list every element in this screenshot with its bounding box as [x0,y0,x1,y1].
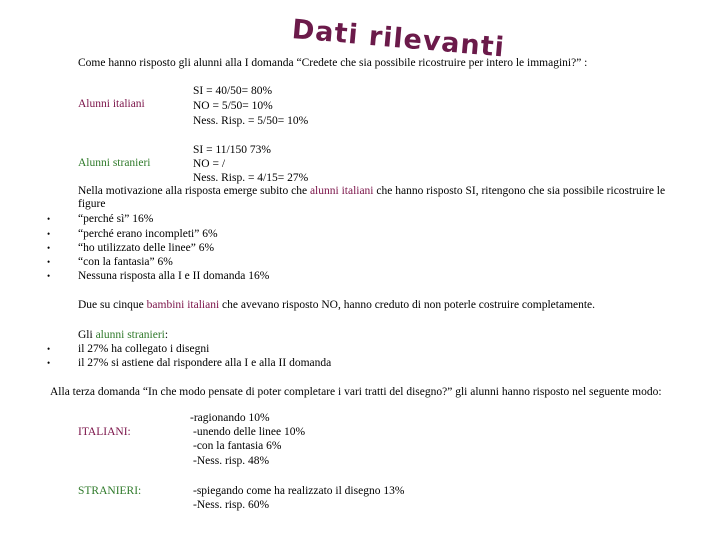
reason-item: Nessuna risposta alla I e II domanda 16% [78,270,270,282]
motivazione-highlight: alunni italiani [309,185,374,197]
reason-item: “perché erano incompleti” 6% [78,228,218,240]
reason-item: “ho utilizzato delle linee” 6% [78,242,215,254]
q3-stranieri-answer: -Ness. risp. 60% [193,499,270,511]
gli-stranieri-pre: Gli [78,329,96,341]
italiani-label: Alunni italiani [78,98,145,110]
bullet: • [47,344,51,354]
gli-stranieri-post: : [164,329,169,341]
bullet: • [47,271,51,281]
due-su-cinque-post: che avevano risposto NO, hanno creduto di non poterle costruire completamente. [219,299,596,311]
q3-italiani-label: ITALIANI: [78,426,131,438]
question-1: Come hanno risposto gli alunni alla I domanda “Credete che sia possibile ricostruire per intero le immagini?” : [78,57,588,69]
gli-stranieri-highlight: alunni stranieri [95,329,165,341]
motivazione-paragraph [78,185,678,211]
q3-stranieri-answer: -spiegando come ha realizzato il disegno 13% [193,485,405,497]
stranieri-ness: Ness. Risp. = 4/15= 27% [193,172,309,184]
q3-stranieri-label: STRANIERI: [78,485,142,497]
gli-stranieri-line [78,328,168,342]
reason-item: “perché sì” 16% [78,213,154,225]
due-su-cinque-pre: Due su cinque [78,299,147,311]
bullet: • [47,229,51,239]
motivazione-pre: Nella motivazione alla risposta emerge subito che [78,185,310,197]
italiani-ness: Ness. Risp. = 5/50= 10% [193,115,309,127]
page-title: Dati rilevanti [290,14,507,64]
stranieri-point: il 27% si astiene dal rispondere alla I e alla II domanda [78,357,332,369]
stranieri-si: SI = 11/150 73% [193,144,271,156]
stranieri-label: Alunni stranieri [78,157,151,169]
due-su-cinque-highlight: bambini italiani [146,299,220,311]
motivazione-post: che hanno risposto SI, ritengono che sia possibile ricostruire le figure [78,185,666,210]
due-su-cinque-line [78,298,595,312]
bullet: • [47,214,51,224]
stranieri-no: NO = / [193,158,226,170]
bullet: • [47,243,51,253]
q3-italiani-answer: -unendo delle linee 10% [193,426,306,438]
italiani-si: SI = 40/50= 80% [193,85,273,97]
bullet: • [47,257,51,267]
reason-item: “con la fantasia” 6% [78,256,173,268]
q3-italiani-answer: -con la fantasia 6% [193,440,282,452]
q3-italiani-answer: -Ness. risp. 48% [193,455,270,467]
q3-italiani-answer: -ragionando 10% [190,412,270,424]
question-3-text: Alla terza domanda “In che modo pensate di poter completare i vari tratti del disegno?” gli alunni hanno risposto nel seguente modo: [50,386,662,398]
italiani-no: NO = 5/50= 10% [193,100,273,112]
stranieri-point: il 27% ha collegato i disegni [78,343,210,355]
question-3 [50,386,700,399]
bullet: • [47,358,51,368]
